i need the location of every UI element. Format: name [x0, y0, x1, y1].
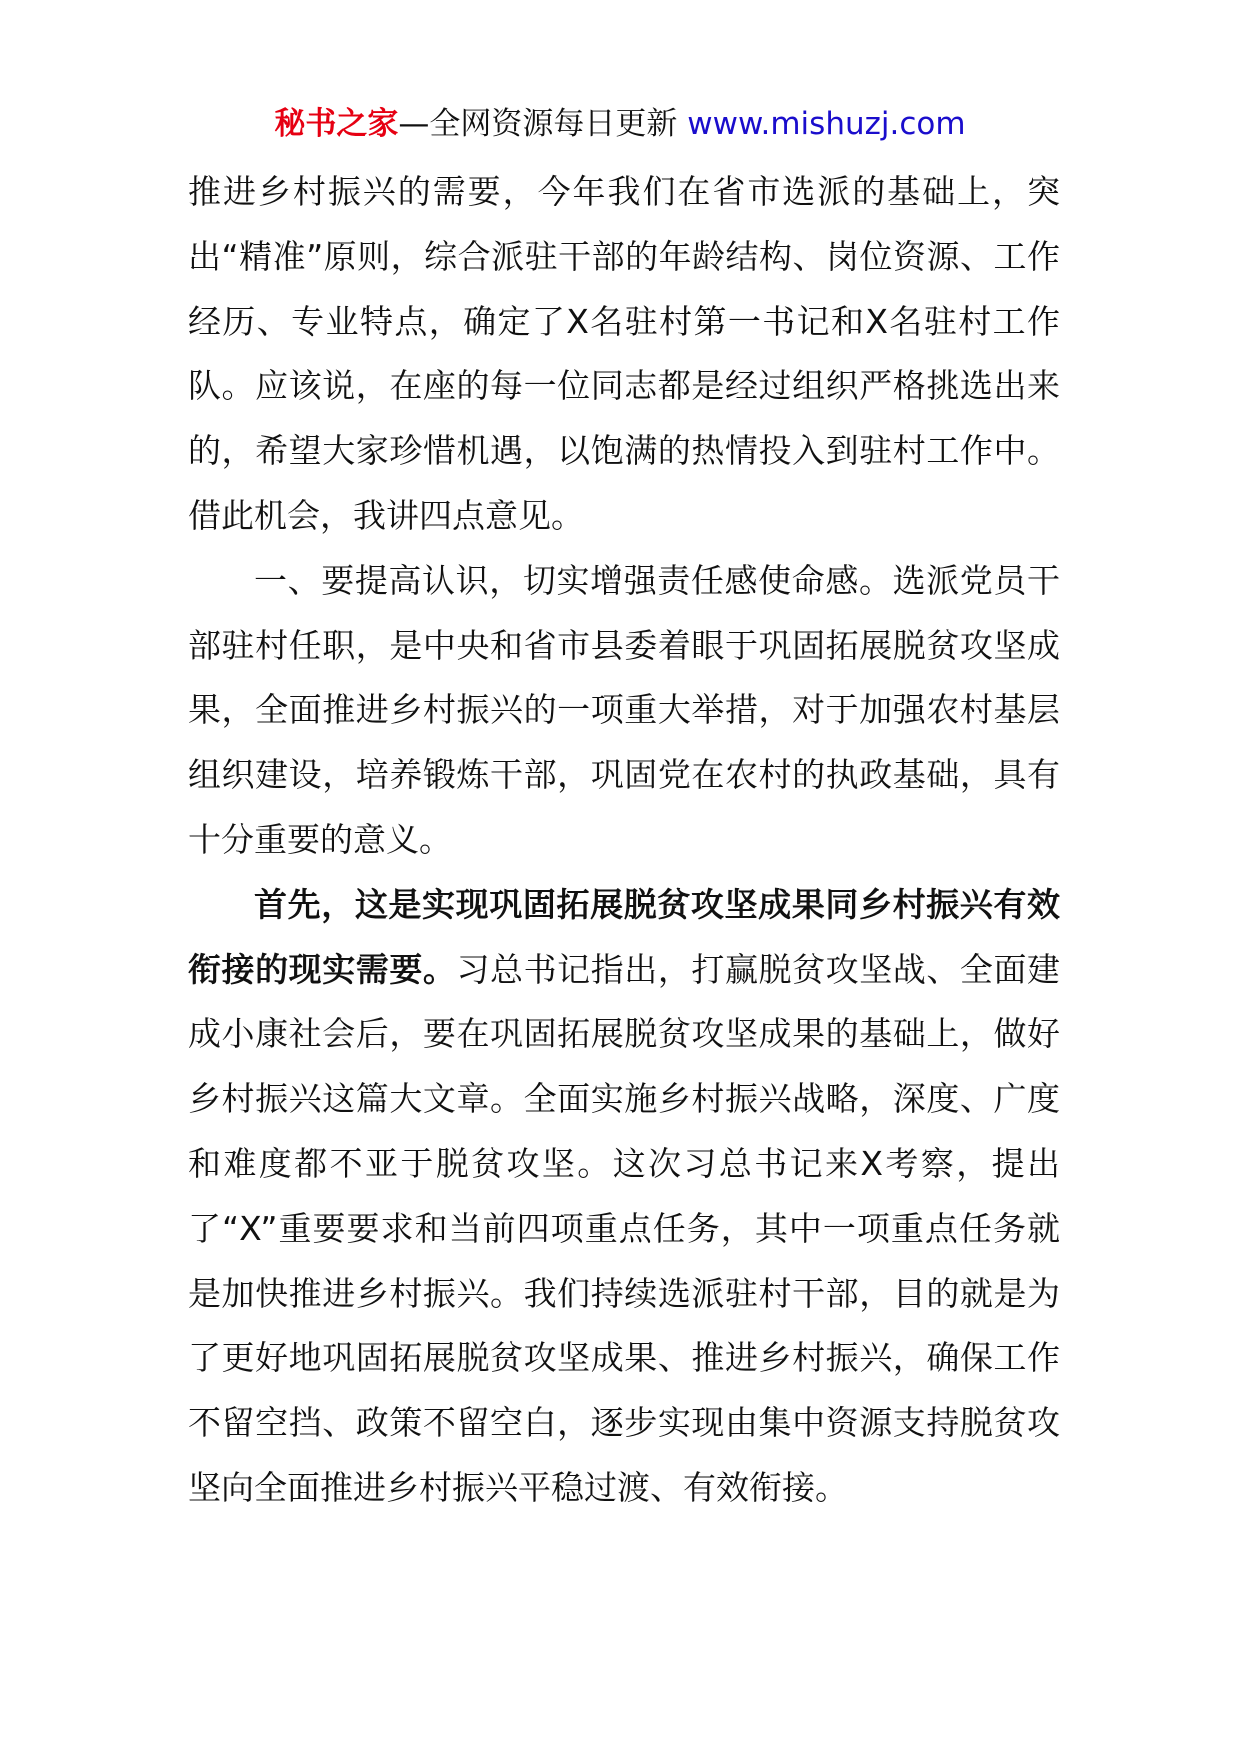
first-point-text: 习总书记指出，打赢脱贫攻坚战、全面建成小康社会后，要在巩固拓展脱贫攻坚成果的基础上，做好乡村振兴这篇大文章。全面实施乡村振兴战略，深度、广度和难度都不亚于脱贫攻坚。这次习总书记来X考察，提出了“X”重要要求和当前四项重点任务，其中一项重点任务就是加快推进乡村振兴。我们持续选派驻村干部，目的就是为了更好地巩固拓展脱贫攻坚成果、推进乡村振兴，确保工作不留空挡、政策不留空白，逐步实现由集中资源支持脱贫攻坚向全面推进乡村振兴平稳过渡、有效衔接。 — [188, 949, 1061, 1507]
site-brand: 秘书之家 — [274, 106, 399, 142]
paragraph-continuation: 推进乡村振兴的需要，今年我们在省市选派的基础上，突出“精准”原则，综合派驻干部的年龄结构、岗位资源、工作经历、专业特点，确定了X名驻村第一书记和X名驻村工作队。应该说，在座的每一位同志都是经过组织严格挑选出来的，希望大家珍惜机遇，以饱满的热情投入到驻村工作中。借此机会，我讲四点意见。 — [188, 172, 1060, 535]
paragraph-section-one: 一、要提高认识，切实增强责任感使命感。选派党员干部驻村任职，是中央和省市县委着眼于巩固拓展脱贫攻坚成果，全面推进乡村振兴的一项重大举措，对于加强农村基层组织建设，培养锻炼干部，巩固党在农村的执政基础，具有十分重要的意义。 — [188, 560, 1060, 859]
site-url-link[interactable]: www.mishuzj.com — [687, 106, 966, 142]
site-header — [0, 102, 1240, 146]
site-tagline: —全网资源每日更新 — [398, 106, 688, 142]
paragraph-first-point — [188, 873, 1060, 1521]
document-body — [188, 160, 1060, 1521]
first-point-heading: 首先，这是实现巩固拓展脱贫攻坚成果同乡村振兴有效衔接的现实需要。 — [188, 884, 1060, 989]
